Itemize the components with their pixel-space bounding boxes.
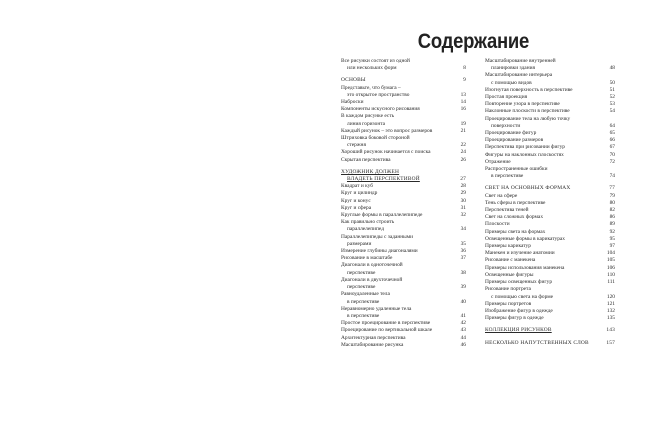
toc-entry	[485, 286, 615, 300]
toc-entry	[341, 212, 466, 219]
toc-entry-title: Простая проекция	[485, 94, 528, 101]
toc-entry	[341, 190, 466, 197]
toc-page-number: 19	[460, 120, 466, 127]
toc-entry-title-cont: или нескольких форм	[347, 65, 397, 72]
toc-page-number: 66	[609, 137, 615, 144]
toc-entry-title-cont: линия горизонта	[347, 120, 386, 127]
toc-page-number: 121	[606, 300, 615, 307]
toc-entry-title: Наброски	[341, 99, 364, 106]
toc-entry-title: ХУДОЖНИК ДОЛЖЕН	[341, 168, 400, 175]
toc-section-heading	[341, 77, 466, 84]
toc-page-number: 37	[460, 255, 466, 262]
toc-entry-title: Проецирование фигур	[485, 130, 537, 137]
toc-page-number: 110	[607, 271, 615, 278]
toc-entry	[341, 205, 466, 212]
toc-page-number: 143	[606, 327, 615, 334]
toc-page-number: 72	[609, 158, 615, 165]
toc-entry-title: Диагонали в одноточечной	[341, 262, 403, 269]
toc-entry-title: Масштабирование интерьера	[485, 72, 553, 79]
toc-page-number: 24	[460, 149, 466, 156]
toc-section-heading	[485, 327, 615, 334]
toc-page-number: 77	[609, 185, 615, 192]
toc-entry-title: Представьте, что бумага –	[341, 84, 401, 91]
toc-entry	[485, 200, 615, 207]
toc-entry	[485, 315, 615, 322]
toc-entry	[341, 149, 466, 156]
toc-entry	[485, 272, 615, 279]
toc-entry-title-cont: в перспективе	[347, 312, 380, 319]
toc-entry-title: Рисование в масштабе	[341, 255, 393, 262]
toc-entry-title: Повторение узора в перспективе	[485, 101, 560, 108]
toc-entry	[485, 166, 615, 180]
toc-column-left	[341, 58, 466, 428]
toc-entry	[341, 99, 466, 106]
toc-entry-title: Манекен и изучение анатомии	[485, 250, 555, 257]
toc-entry-title: Проецирование размеров	[485, 137, 544, 144]
toc-page-number: 67	[609, 144, 615, 151]
toc-entry-title: Штриховка боковой стороной	[341, 135, 410, 142]
toc-entry-title: Отражение	[485, 158, 511, 165]
toc-section-heading	[341, 169, 466, 183]
toc-entry-title-cont: с помощью света на форме	[491, 293, 553, 300]
toc-entry-title: Квадрат и куб	[341, 183, 373, 190]
toc-page-number: 82	[609, 207, 615, 214]
toc-entry	[341, 234, 466, 248]
toc-entry-title-cont: в перспективе	[347, 298, 380, 305]
toc-section-heading	[485, 185, 615, 192]
toc-entry-title: Скрытая перспектива	[341, 156, 391, 163]
toc-page-number: 52	[609, 94, 615, 101]
toc-page-number: 35	[460, 240, 466, 247]
toc-entry-title: Все рисунки состоят из одной	[341, 58, 410, 64]
toc-page-number: 46	[460, 341, 466, 348]
toc-entry-title: Равноудаленные тела	[341, 291, 390, 298]
toc-entry-title: Примеры фигур в одежде	[485, 315, 544, 322]
toc-page-number: 13	[460, 91, 466, 98]
toc-page-number: 30	[460, 197, 466, 204]
toc-entry	[485, 144, 615, 151]
toc-page-number: 97	[609, 243, 615, 250]
toc-entry	[485, 193, 615, 200]
toc-entry-title: Перспектива при рисовании фигур	[485, 144, 565, 151]
toc-entry-title: Измерение глубины диагоналями	[341, 248, 418, 255]
toc-entry-title-cont: параллелепипед	[347, 226, 384, 233]
toc-page-number: 8	[463, 65, 466, 72]
toc-entry	[485, 116, 615, 130]
toc-entry	[341, 262, 466, 276]
toc-entry	[485, 87, 615, 94]
toc-page-number: 64	[609, 122, 615, 129]
toc-entry	[485, 301, 615, 308]
toc-entry	[341, 183, 466, 190]
toc-entry	[341, 306, 466, 320]
toc-page-number: 22	[460, 142, 466, 149]
toc-page-number: 79	[609, 192, 615, 199]
toc-entry	[485, 257, 615, 264]
toc-entry	[485, 250, 615, 257]
toc-entry-title: В каждом рисунке есть	[341, 113, 395, 120]
toc-page-number: 26	[460, 156, 466, 163]
toc-page-number: 43	[460, 327, 466, 334]
toc-page-number: 135	[606, 315, 615, 322]
toc-page-number: 21	[460, 127, 466, 134]
toc-entry-title: Компоненты искусного рисования	[341, 106, 420, 113]
toc-entry-title: Проецирование тела на любую точку	[485, 115, 571, 122]
toc-entry-title: Примеры использования манекена	[485, 264, 565, 271]
toc-entry	[485, 243, 615, 250]
toc-page-number: 39	[460, 284, 466, 291]
toc-entry-title-cont: планировки здания	[491, 65, 535, 72]
toc-entry-title: Круг и конус	[341, 197, 371, 204]
toc-page-number: 16	[460, 106, 466, 113]
toc-entry-title: ОСНОВЫ	[341, 77, 366, 84]
toc-entry-title: Примеры карикатур	[485, 243, 531, 250]
toc-entry	[485, 130, 615, 137]
toc-entry	[341, 327, 466, 334]
toc-entry	[341, 58, 466, 72]
toc-entry	[341, 113, 466, 127]
toc-page-number: 50	[609, 79, 615, 86]
toc-entry-title: Каждый рисунок – это вопрос размеров	[341, 127, 433, 134]
toc-page-number: 28	[460, 183, 466, 190]
toc-entry-title: Примеры света на формах	[485, 228, 546, 235]
toc-entry-title: Как правильно строить	[341, 219, 395, 226]
toc-entry-title: Наклонные плоскости в перспективе	[485, 108, 570, 115]
toc-entry-title: Неравномерно удаленные тела	[341, 305, 412, 312]
toc-entry-title: НЕСКОЛЬКО НАПУТСТВЕННЫХ СЛОВ	[485, 339, 589, 346]
toc-entry	[485, 279, 615, 286]
toc-entry-title: Рисование с манекена	[485, 257, 536, 264]
toc-entry	[341, 157, 466, 164]
toc-entry	[341, 85, 466, 99]
toc-page-number: 38	[460, 269, 466, 276]
toc-entry	[485, 229, 615, 236]
toc-entry-title: Свет на сфере	[485, 192, 518, 199]
toc-page-number: 53	[609, 101, 615, 108]
toc-section-heading	[485, 340, 615, 347]
toc-page-number: 27	[460, 176, 466, 183]
toc-entry-title: Масштабирование внутренней	[485, 58, 556, 64]
toc-page-number: 54	[609, 108, 615, 115]
toc-page-number: 29	[460, 190, 466, 197]
toc-entry-title-cont: ВЛАДЕТЬ ПЕРСПЕКТИВОЙ	[347, 176, 420, 183]
toc-page-number: 105	[606, 257, 615, 264]
toc-entry-title-cont: перспективе	[347, 269, 376, 276]
toc-entry-title: Изображение фигур в одежде	[485, 307, 553, 314]
toc-page-number: 132	[606, 307, 615, 314]
toc-page-number: 80	[609, 199, 615, 206]
toc-entry-title: Круг и сфера	[341, 204, 372, 211]
toc-entry-title: Рисование портрета	[485, 286, 531, 293]
toc-entry-title-cont: перспективе	[347, 284, 376, 291]
toc-entry-title: Фигуры на наклонных плоскостях	[485, 151, 564, 158]
toc-entry	[341, 277, 466, 291]
toc-entry-title-cont: стержня	[347, 142, 366, 149]
toc-entry-title: Круглые формы в параллелепипеде	[341, 212, 423, 219]
toc-page-number: 44	[460, 334, 466, 341]
toc-column-right	[485, 58, 615, 428]
toc-entry	[341, 291, 466, 305]
toc-page-number: 51	[609, 86, 615, 93]
toc-page-number: 42	[460, 320, 466, 327]
toc-entry	[341, 135, 466, 149]
toc-entry	[485, 108, 615, 115]
toc-entry-title-cont: с помощью видов	[491, 79, 532, 86]
toc-page-number: 92	[609, 228, 615, 235]
toc-page-number: 41	[460, 312, 466, 319]
toc-entry-title-cont: поверхности	[491, 122, 521, 129]
toc-entry-title: Архитектурная перспектива	[341, 334, 406, 341]
toc-entry	[485, 72, 615, 86]
toc-entry	[485, 159, 615, 166]
toc-entry-title: СВЕТ НА ОСНОВНЫХ ФОРМАХ	[485, 185, 571, 192]
toc-entry	[485, 152, 615, 159]
toc-entry	[485, 58, 615, 72]
toc-entry-title: КОЛЛЕКЦИЯ РИСУНКОВ	[485, 327, 552, 334]
toc-entry	[485, 101, 615, 108]
toc-page-number: 74	[609, 173, 615, 180]
toc-entry-title: Параллелепипеды с заданными	[341, 233, 414, 240]
toc-page-number: 48	[609, 65, 615, 72]
toc-entry	[341, 335, 466, 342]
toc-entry-title: Простое проецирование в перспективе	[341, 320, 431, 327]
toc-entry-title: Плоскости	[485, 221, 510, 228]
toc-entry-title: Масштабирование рисунка	[341, 341, 404, 348]
toc-page-number: 32	[460, 212, 466, 219]
toc-entry-title: Свет на сложных формах	[485, 214, 544, 221]
toc-entry-title: Освещенные формы в карикатурах	[485, 235, 566, 242]
toc-entry	[341, 106, 466, 113]
toc-entry	[341, 128, 466, 135]
toc-page-number: 34	[460, 226, 466, 233]
toc-entry-title: Диагонали в двухточечной	[341, 276, 403, 283]
toc-page-number: 95	[609, 235, 615, 242]
toc-entry-title-cont: размерами	[347, 240, 372, 247]
toc-entry-title: Проецирование по вертикальной шкале	[341, 327, 433, 334]
toc-page-number: 120	[606, 293, 615, 300]
toc-page-number: 86	[609, 214, 615, 221]
toc-entry-title: Распространенные ошибки	[485, 166, 548, 173]
toc-entry	[341, 342, 466, 349]
toc-entry-title: Примеры портретов	[485, 300, 532, 307]
toc-entry-title-cont: в перспективе	[491, 173, 524, 180]
toc-entry	[485, 265, 615, 272]
toc-page-number: 36	[460, 248, 466, 255]
toc-page-number: 31	[460, 204, 466, 211]
toc-page-number: 157	[606, 339, 615, 346]
toc-page-number: 104	[606, 250, 615, 257]
toc-page-number: 9	[463, 77, 466, 84]
toc-page-number: 111	[607, 279, 615, 286]
toc-entry-title: Освещенные фигуры	[485, 271, 534, 278]
page-title: Содержание	[417, 30, 530, 53]
toc-page-number: 65	[609, 130, 615, 137]
toc-entry	[485, 94, 615, 101]
toc-entry-title-cont: это открытое пространство	[347, 91, 410, 98]
toc-page-number: 89	[609, 221, 615, 228]
toc-page-number: 106	[606, 264, 615, 271]
toc-entry-title: Тень сферы в перспективе	[485, 199, 546, 206]
toc-entry	[485, 214, 615, 221]
toc-entry	[485, 236, 615, 243]
toc-entry-title: Примеры освещенных фигур	[485, 279, 553, 286]
toc-entry	[341, 219, 466, 233]
toc-entry-title: Хороший рисунок начинается с поиска	[341, 149, 431, 156]
toc-page-number: 70	[609, 151, 615, 158]
toc-entry	[341, 198, 466, 205]
toc-page-number: 40	[460, 298, 466, 305]
toc-entry-title: Круг и цилиндр	[341, 190, 378, 197]
toc-entry-title: Изогнутая поверхность в перспективе	[485, 86, 573, 93]
toc-entry	[485, 221, 615, 228]
toc-page-number: 14	[460, 99, 466, 106]
toc-entry-title: Перспектива теней	[485, 207, 529, 214]
